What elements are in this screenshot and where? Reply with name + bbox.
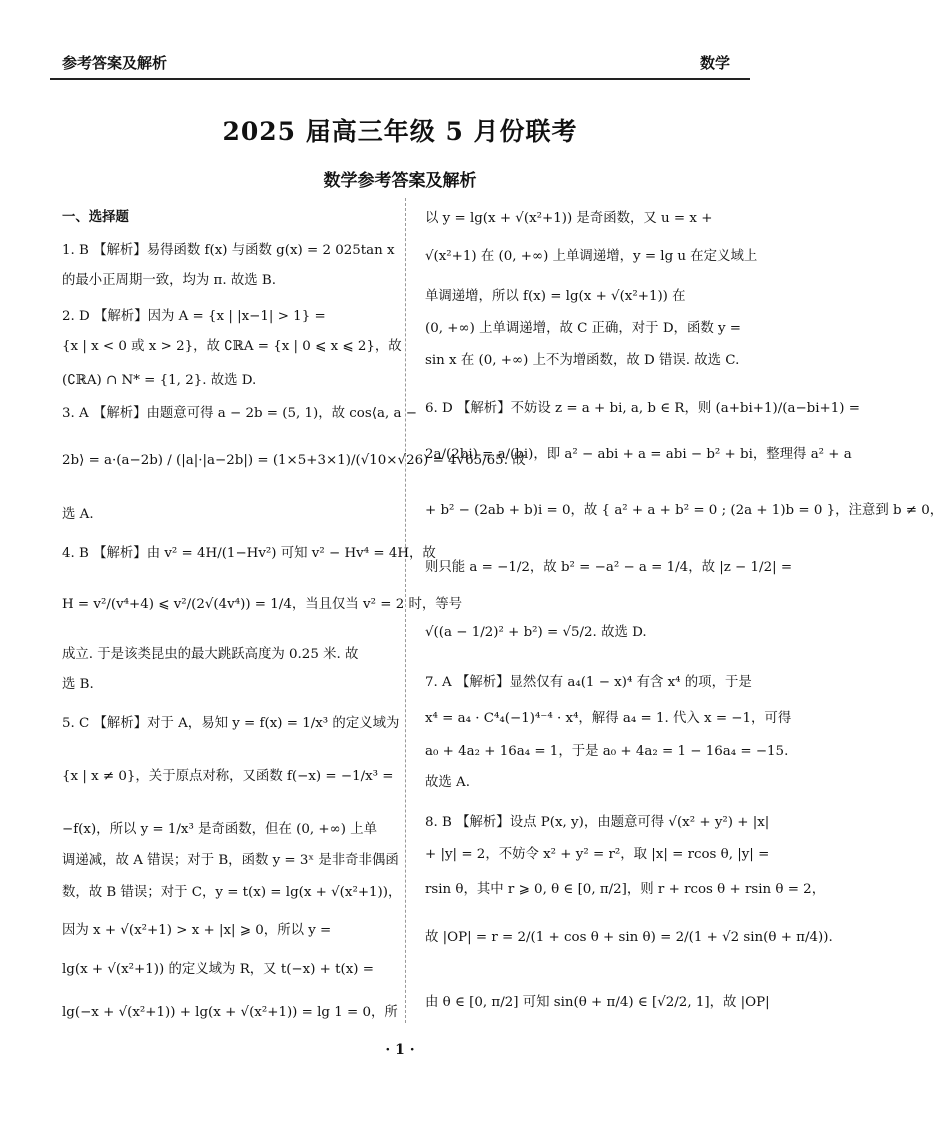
- header-left-label: 参考答案及解析: [62, 54, 168, 72]
- text-line: 2a/(2bi) = a/(bi)，即 a² − abi + a = abi − b² + bi，整理得 a² + a: [425, 447, 852, 462]
- text-line: 单调递增，所以 f(x) = lg(x + √(x²+1)) 在: [425, 289, 686, 304]
- text-line: 8. B 【解析】设点 P(x, y)，由题意可得 √(x² + y²) + |x|: [425, 815, 770, 830]
- text-line: 选 B.: [62, 677, 94, 692]
- text-line: 1. B 【解析】易得函数 f(x) 与函数 g(x) = 2 025tan x: [62, 243, 395, 258]
- text-line: lg(x + √(x²+1)) 的定义域为 R，又 t(−x) + t(x) =: [62, 962, 375, 977]
- header-subject-label: 数学: [699, 54, 730, 72]
- text-line: (∁ℝA) ∩ N* = {1, 2}. 故选 D.: [62, 373, 257, 388]
- text-line: + b² − (2ab + b)i = 0，故 { a² + a + b² = 0 ; (2a + 1)b = 0 }，注意到 b ≠ 0，: [425, 503, 943, 518]
- text-line: 4. B 【解析】由 v² = 4H/(1−Hv²) 可知 v² − Hv⁴ = 4H，故: [62, 546, 436, 561]
- text-line: + |y| = 2，不妨令 x² + y² = r²，取 |x| = rcos θ, |y| =: [425, 847, 770, 862]
- text-line: 2. D 【解析】因为 A = {x | |x−1| > 1} =: [62, 309, 326, 324]
- text-line: 选 A.: [62, 507, 94, 522]
- text-line: 的最小正周期一致，均为 π. 故选 B.: [62, 273, 277, 288]
- text-line: H = v²/(v⁴+4) ⩽ v²/(2√(4v⁴)) = 1/4，当且仅当 v² = 2 时，等号: [62, 597, 463, 612]
- text-line: 7. A 【解析】显然仅有 a₄(1 − x)⁴ 有含 x⁴ 的项，于是: [425, 675, 752, 690]
- text-line: {x | x ≠ 0}，关于原点对称，又函数 f(−x) = −1/x³ =: [62, 769, 394, 784]
- text-line: 成立. 于是该类昆虫的最大跳跃高度为 0.25 米. 故: [62, 647, 359, 662]
- text-line: 故选 A.: [425, 775, 470, 790]
- page-title: 2025 届高三年级 5 月份联考: [222, 117, 578, 146]
- text-line: 故 |OP| = r = 2/(1 + cos θ + sin θ) = 2/(1 + √2 sin(θ + π/4)).: [425, 930, 833, 945]
- text-line: √(x²+1) 在 (0, +∞) 上单调递增，y = lg u 在定义域上: [425, 249, 758, 264]
- text-line: 3. A 【解析】由题意可得 a − 2b = (5, 1)，故 cos⟨a, a −: [62, 406, 417, 421]
- text-line: 5. C 【解析】对于 A，易知 y = f(x) = 1/x³ 的定义域为: [62, 716, 400, 731]
- text-line: 2b⟩ = a·(a−2b) / (|a|·|a−2b|) = (1×5+3×1)/(√10×√26) = 4√65/65. 故: [62, 453, 526, 468]
- text-line: rsin θ，其中 r ⩾ 0, θ ∈ [0, π/2]，则 r + rcos θ + rsin θ = 2，: [425, 882, 826, 897]
- text-line: {x | x < 0 或 x > 2}，故 ∁ℝA = {x | 0 ⩽ x ⩽ 2}，故: [62, 339, 402, 354]
- text-line: 数，故 B 错误；对于 C，y = t(x) = lg(x + √(x²+1))，: [62, 885, 402, 900]
- text-line: a₀ + 4a₂ + 16a₄ = 1，于是 a₀ + 4a₂ = 1 − 16a₄ = −15.: [425, 744, 789, 759]
- text-line: x⁴ = a₄ · C⁴₄(−1)⁴⁻⁴ · x⁴，解得 a₄ = 1. 代入 x = −1，可得: [425, 711, 792, 726]
- text-line: √((a − 1/2)² + b²) = √5/2. 故选 D.: [425, 625, 647, 640]
- text-line: (0, +∞) 上单调递增，故 C 正确，对于 D，函数 y =: [425, 321, 742, 336]
- page-subtitle: 数学参考答案及解析: [323, 171, 477, 191]
- page-number: · 1 ·: [385, 1042, 415, 1058]
- text-line: 因为 x + √(x²+1) > x + |x| ⩾ 0，所以 y =: [62, 923, 332, 938]
- text-line: 则只能 a = −1/2，故 b² = −a² − a = 1/4，故 |z − 1/2| =: [425, 560, 793, 575]
- text-line: 由 θ ∈ [0, π/2] 可知 sin(θ + π/4) ∈ [√2/2, 1]，故 |OP|: [425, 995, 770, 1010]
- section-heading: 一、选择题: [62, 209, 129, 225]
- text-line: 6. D 【解析】不妨设 z = a + bi, a, b ∈ R，则 (a+bi+1)/(a−bi+1) =: [425, 401, 860, 416]
- text-line: 调递减，故 A 错误；对于 B，函数 y = 3ˣ 是非奇非偶函: [62, 853, 399, 868]
- text-line: lg(−x + √(x²+1)) + lg(x + √(x²+1)) = lg 1 = 0，所: [62, 1005, 398, 1020]
- text-line: 以 y = lg(x + √(x²+1)) 是奇函数，又 u = x +: [425, 211, 713, 226]
- header-rule: [50, 78, 750, 80]
- text-line: −f(x)，所以 y = 1/x³ 是奇函数，但在 (0, +∞) 上单: [62, 822, 377, 837]
- text-line: sin x 在 (0, +∞) 上不为增函数，故 D 错误. 故选 C.: [425, 353, 740, 368]
